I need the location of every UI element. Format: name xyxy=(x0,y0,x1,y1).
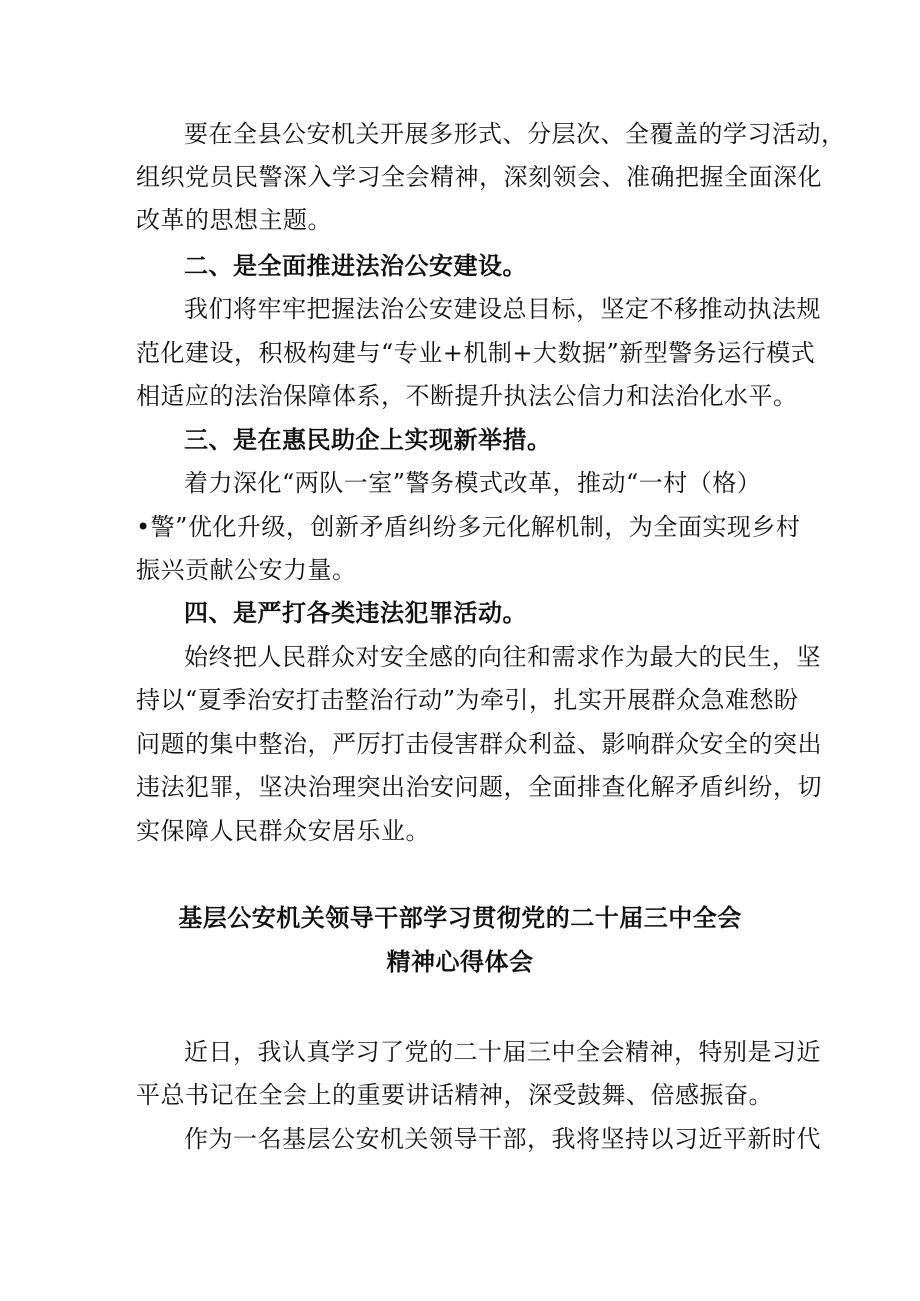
text-line: 始终把人民群众对安全感的向往和需求作为最大的民生，坚 xyxy=(184,643,821,671)
article-title-line: 基层公安机关领导干部学习贯彻党的二十届三中全会 xyxy=(178,903,742,932)
text-line: 组织党员民警深入学习全会精神，深刻领会、准确把握全面深化 xyxy=(136,163,822,191)
text-line: •警”优化升级，创新矛盾纠纷多元化解机制，为全面实现乡村 xyxy=(136,513,801,541)
text-line: 持以“夏季治安打击整治行动”为牵引，扎实开展群众急难愁盼 xyxy=(136,686,799,714)
text-line: 违法犯罪，坚决治理突出治安问题，全面排查化解矛盾纠纷，切 xyxy=(136,773,822,801)
text-line: 相适应的法治保障体系，不断提升执法公信力和法治化水平。 xyxy=(136,382,798,410)
text-line: 范化建设，积极构建与“专业+机制+大数据”新型警务运行模式 xyxy=(136,339,816,367)
section-heading-rule-of-law: 二、是全面推进法治公安建设。 xyxy=(184,251,527,280)
text-line: 我们将牢牢把握法治公安建设总目标，坚定不移推动执法规 xyxy=(184,295,821,323)
text-line: 平总书记在全会上的重要讲话精神，深受鼓舞、倍感振奋。 xyxy=(136,1081,773,1109)
text-line: 作为一名基层公安机关领导干部，我将坚持以习近平新时代 xyxy=(184,1125,821,1153)
text-line: 问题的集中整治，严厉打击侵害群众利益、影响群众安全的突出 xyxy=(136,730,822,758)
text-line: 要在全县公安机关开展多形式、分层次、全覆盖的学习活动， xyxy=(184,120,846,148)
text-line: 振兴贡献公安力量。 xyxy=(136,556,357,584)
section-heading-crackdown: 四、是严打各类违法犯罪活动。 xyxy=(184,598,527,627)
text-line: 实保障人民群众安居乐业。 xyxy=(136,817,430,845)
text-line: 改革的思想主题。 xyxy=(136,206,332,234)
text-line: 近日，我认真学习了党的二十届三中全会精神，特别是习近 xyxy=(184,1038,821,1066)
article-title-line: 精神心得体会 xyxy=(386,947,534,976)
section-heading-benefit-people: 三、是在惠民助企上实现新举措。 xyxy=(184,425,552,454)
text-line: 着力深化“两队一室”警务模式改革，推动“一村（格） xyxy=(184,469,762,497)
